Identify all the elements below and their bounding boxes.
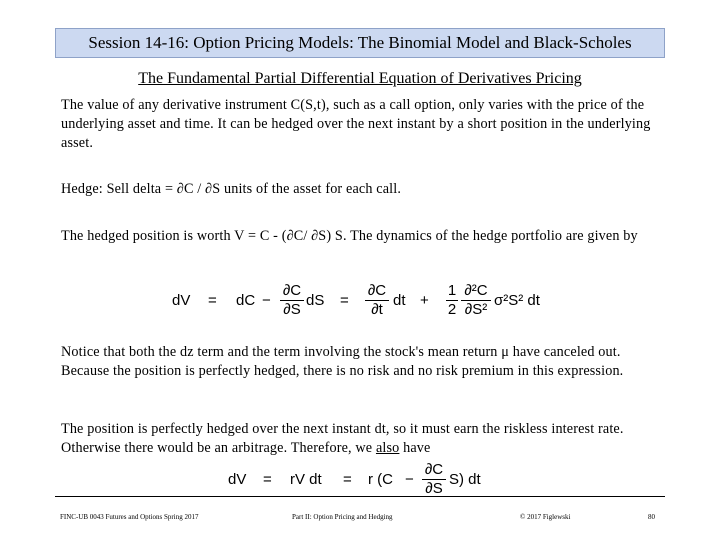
eq1-plus: + (420, 292, 429, 309)
paragraph-intro: The value of any derivative instrument C(S,t), such as a call option, only varies with the price of the underlying asset and time. It can be hedged over the next instant by a short position in the underlying asset. (61, 97, 651, 151)
eq1-frac3-denominator: 2 (447, 301, 457, 318)
underlined-also: also (375, 440, 400, 456)
section-heading: The Fundamental Partial Differential Equation of Derivatives Pricing (138, 70, 582, 87)
eq1-dt: dt (393, 292, 406, 309)
eq2-equals-1: = (263, 471, 272, 488)
footer-part: Part II: Option Pricing and Hedging (292, 513, 393, 521)
eq1-frac4-numerator: ∂²C (464, 282, 488, 299)
eq1-dS: dS (306, 292, 325, 309)
footer-copyright: © 2017 Figlewski (520, 513, 571, 521)
eq1-frac3-numerator: 1 (447, 282, 457, 299)
paragraph-riskless-end: have (399, 440, 431, 456)
paragraph-hedged-position: The hedged position is worth V = C - (∂C/ ∂S) S. The dynamics of the hedge portfolio are given by (61, 228, 638, 244)
eq1-frac2-numerator: ∂C (367, 282, 387, 299)
eq1-frac4-denominator: ∂S² (464, 301, 488, 318)
eq2-fraction-dC-dS (422, 462, 446, 497)
eq2-rvdt: rV dt (290, 471, 322, 488)
eq1-frac2-denominator: ∂t (371, 301, 383, 318)
eq2-frac-numerator: ∂C (424, 461, 444, 478)
footer-divider (55, 496, 665, 497)
eq2-close: S) dt (449, 471, 481, 488)
slide-title: Session 14-16: Option Pricing Models: The Binomial Model and Black-Scholes (88, 33, 632, 52)
footer-page-number: 80 (648, 513, 655, 521)
eq2-minus: − (405, 471, 414, 488)
eq1-equals-2: = (340, 292, 349, 309)
eq2-equals-2: = (343, 471, 352, 488)
eq1-frac1-numerator: ∂C (282, 282, 302, 299)
eq1-frac1-denominator: ∂S (283, 301, 301, 318)
eq2-frac-denominator: ∂S (425, 480, 443, 497)
eq1-lhs: dV (172, 292, 191, 309)
paragraph-riskless-start: The position is perfectly hedged over the next instant dt, so it must earn the riskless interest rate. Otherwise there would be an arbitrage. Therefore, we (61, 421, 624, 456)
eq2-r-open: r (C (368, 471, 393, 488)
eq1-minus: − (262, 292, 271, 309)
eq1-equals-1: = (208, 292, 217, 309)
eq1-tail: σ²S² dt (494, 292, 540, 309)
eq2-lhs: dV (228, 471, 247, 488)
paragraph-hedge: Hedge: Sell delta = ∂C / ∂S units of the asset for each call. (61, 181, 402, 197)
paragraph-notice: Notice that both the dz term and the term involving the stock's mean return μ have canceled out. Because the position is perfectly hedged, there is no risk and no risk premium in this expression. (61, 344, 624, 379)
footer-course: FINC-UB 0043 Futures and Options Spring 2017 (60, 513, 199, 521)
eq1-dC: dC (236, 292, 256, 309)
